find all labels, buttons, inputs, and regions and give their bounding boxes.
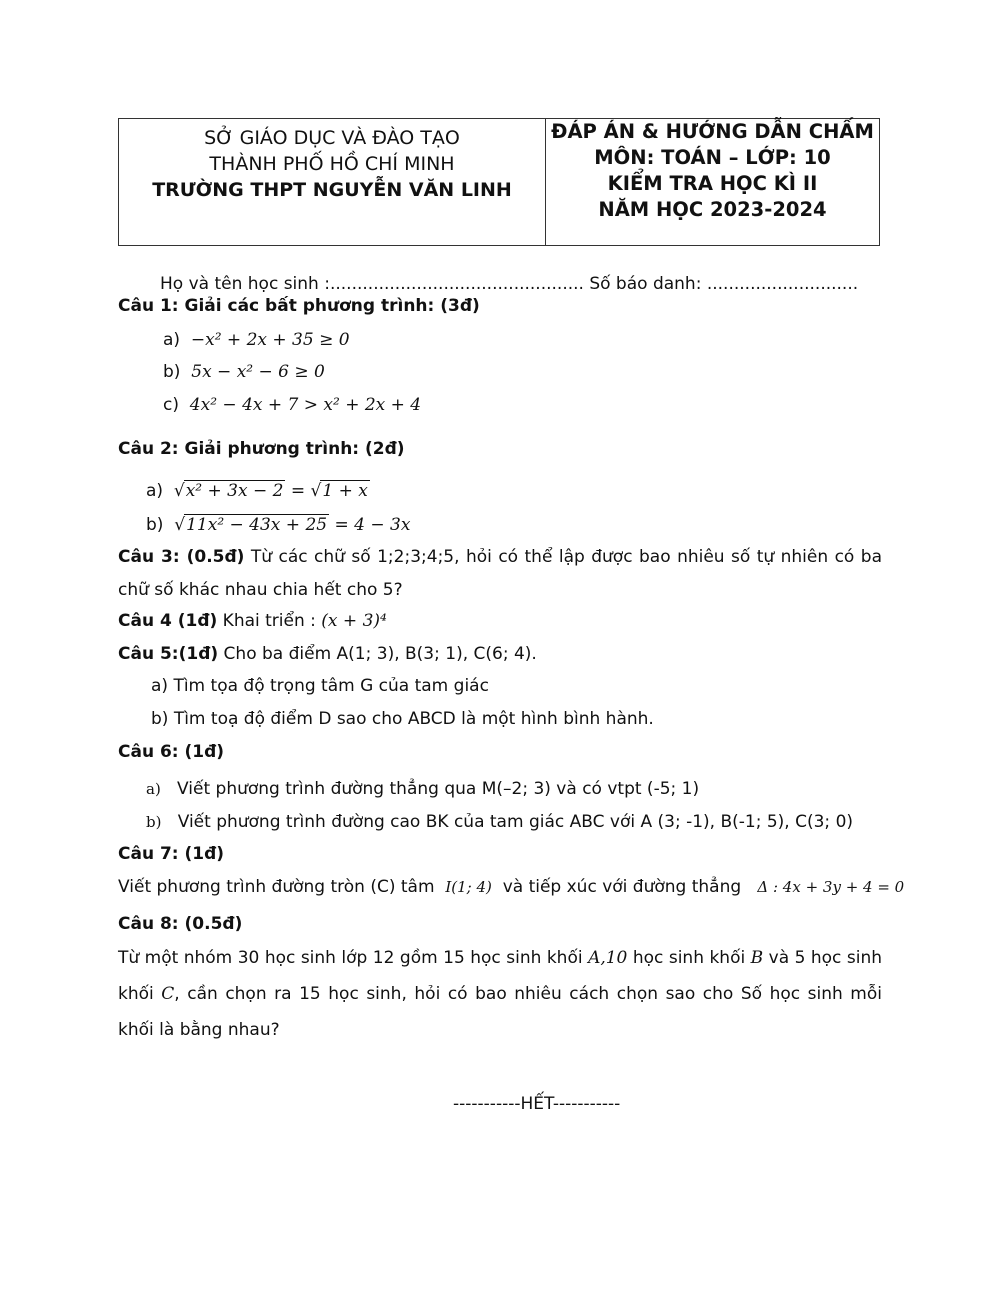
- text-part: , cần chọn ra 15 học sinh, hỏi có bao nhiêu cách chọn sao cho Số học sinh mỗi khối là bằng nhau?: [118, 984, 882, 1040]
- question-7-text: [118, 877, 904, 897]
- item-label: b): [146, 515, 164, 535]
- radicand: 11x² − 43x + 25: [186, 515, 328, 535]
- question-3-head: Câu 3: (0.5đ): [118, 547, 245, 567]
- question-4-text: Khai triển :: [217, 611, 322, 631]
- question-6-title: Câu 6: (1đ): [118, 742, 225, 762]
- math-symbol: A,10: [588, 948, 628, 968]
- line-equation: Δ : 4x + 3y + 4 = 0: [757, 878, 905, 896]
- math-expression: −x² + 2x + 35 ≥ 0: [190, 330, 350, 350]
- question-6a: [146, 779, 699, 799]
- sqrt-symbol: √: [310, 481, 322, 501]
- question-5a: a) Tìm tọa độ trọng tâm G của tam giác: [151, 676, 489, 696]
- text-part: và tiếp xúc với đường thẳng: [497, 877, 747, 897]
- radicand: x² + 3x − 2: [185, 481, 284, 501]
- question-6a-text: Viết phương trình đường thẳng qua M(–2; 3) và có vtpt (-5; 1): [177, 779, 700, 799]
- question-4: [118, 611, 387, 631]
- math-expression: 4x² − 4x + 7 > x² + 2x + 4: [189, 395, 422, 415]
- question-1c: [163, 395, 421, 415]
- student-info-line: Họ và tên học sinh :............................................... Số báo danh: ............................: [160, 274, 859, 294]
- text-part: và 5 học sinh khối: [118, 948, 883, 1004]
- question-5-head: Câu 5:(1đ): [118, 644, 219, 664]
- math-expression: (x + 3)⁴: [321, 611, 387, 631]
- question-1b: [163, 362, 325, 382]
- circle-center: I(1; 4): [445, 878, 492, 896]
- question-5: [118, 644, 537, 664]
- question-5b: b) Tìm toạ độ điểm D sao cho ABCD là một hình bình hành.: [151, 709, 654, 729]
- question-2-title: Câu 2: Giải phương trình: (2đ): [118, 439, 405, 459]
- question-6b-text: Viết phương trình đường cao BK của tam giác ABC với A (3; -1), B(-1; 5), C(3; 0): [177, 812, 854, 832]
- math-symbol: B: [750, 948, 764, 968]
- question-4-head: Câu 4 (1đ): [118, 611, 218, 631]
- subject-grade: MÔN: TOÁN – LỚP: 10: [594, 146, 831, 169]
- question-2b: [146, 514, 410, 535]
- text-part: học sinh khối: [627, 948, 751, 968]
- item-label: b): [146, 813, 162, 831]
- item-label: c): [163, 395, 179, 415]
- question-3-text: Từ các chữ số 1;2;3;4;5, hỏi có thể lập được bao nhiêu số tự nhiên có ba chữ số khác nhau chia hết cho 5?: [118, 547, 882, 600]
- sqrt-symbol: √: [174, 515, 186, 535]
- question-1a: [163, 330, 350, 350]
- header-left: [119, 119, 546, 245]
- question-8-title: Câu 8: (0.5đ): [118, 914, 243, 934]
- item-label: a): [163, 330, 181, 350]
- text-part: Từ một nhóm 30 học sinh lớp 12 gồm 15 học sinh khối: [118, 948, 589, 968]
- math-expression: 5x − x² − 6 ≥ 0: [191, 362, 325, 382]
- question-5-text: Cho ba điểm A(1; 3), B(3; 1), C(6; 4).: [218, 644, 537, 664]
- city-name: THÀNH PHỐ HỒ CHÍ MINH: [209, 153, 455, 175]
- header-right: [546, 119, 879, 245]
- sqrt-symbol: √: [173, 481, 185, 501]
- end-marker: -----------HẾT-----------: [453, 1094, 621, 1114]
- department-name: SỞ GIÁO DỤC VÀ ĐÀO TẠO: [204, 127, 460, 149]
- math-symbol: C: [161, 984, 175, 1004]
- radicand: 1 + x: [322, 481, 368, 501]
- doc-title: ĐÁP ÁN & HƯỚNG DẪN CHẤM: [551, 120, 874, 143]
- question-8-text: [118, 940, 882, 1048]
- question-2a: [146, 480, 370, 501]
- item-label: b): [163, 362, 181, 382]
- text-part: Viết phương trình đường tròn (C) tâm: [118, 877, 440, 897]
- school-year: NĂM HỌC 2023-2024: [598, 198, 827, 221]
- item-label: a): [146, 780, 161, 798]
- question-7-title: Câu 7: (1đ): [118, 844, 225, 864]
- equals-sign: =: [285, 481, 311, 501]
- equation-right: = 4 − 3x: [329, 515, 411, 535]
- question-1-title: Câu 1: Giải các bất phương trình: (3đ): [118, 296, 480, 316]
- question-6b: [146, 812, 853, 832]
- question-3: [118, 541, 882, 607]
- item-label: a): [146, 481, 164, 501]
- school-name: TRƯỜNG THPT NGUYỄN VĂN LINH: [152, 179, 512, 201]
- exam-name: KIỂM TRA HỌC KÌ II: [607, 172, 818, 195]
- header-box: [118, 118, 880, 246]
